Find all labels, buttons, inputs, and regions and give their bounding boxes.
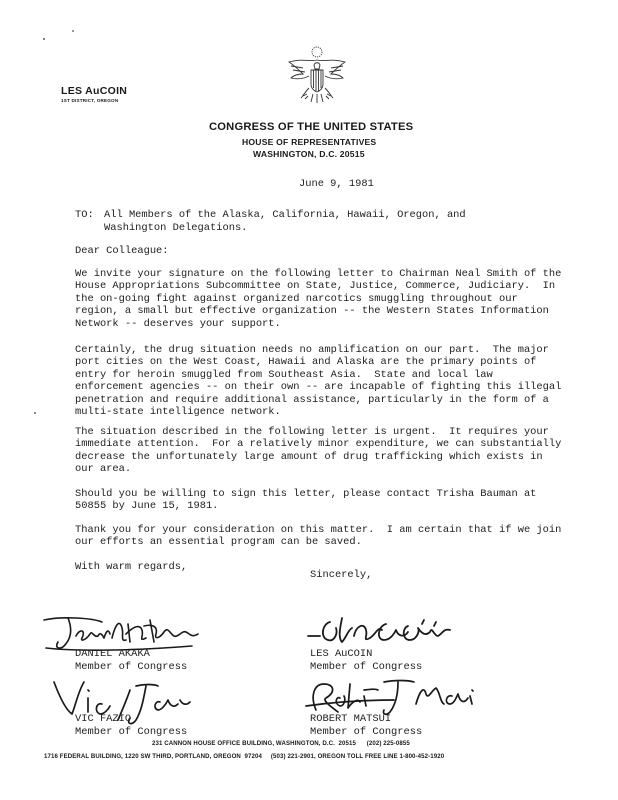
paragraph-line: immediate attention. For a relatively minor expenditure, we can substantially <box>75 438 562 451</box>
letter-date: June 9, 1981 <box>299 178 374 190</box>
paragraph-line: Network -- deserves your support. <box>75 317 281 330</box>
salutation: Dear Colleague: <box>75 245 169 257</box>
paragraph-line: the on-going fight against organized narcotics smuggling throughout our <box>75 292 518 305</box>
paragraph-line: our efforts an essential program can be saved. <box>75 536 362 549</box>
letterhead-org: CONGRESS OF THE UNITED STATES <box>209 121 414 133</box>
signer-name: DANIEL AKAKA <box>75 648 150 660</box>
scan-speck <box>72 30 74 32</box>
eagle-seal-icon <box>285 44 349 106</box>
body-paragraph <box>75 524 561 549</box>
paragraph-line: region, a small but effective organization -- the Western States Information <box>75 305 549 318</box>
paragraph-line: Should you be willing to sign this letter, please contact Trisha Bauman at <box>75 488 537 500</box>
letterhead-city: WASHINGTON, D.C. 20515 <box>253 149 365 159</box>
scan-speck <box>34 412 36 414</box>
signer-title: Member of Congress <box>310 661 423 673</box>
paragraph-line: port cities on the West Coast, Hawaii and Alaska are the primary points of <box>75 356 537 369</box>
paragraph-line: multi-state intelligence network. <box>75 406 281 419</box>
signer-title: Member of Congress <box>310 726 423 738</box>
signature-aucoin <box>304 612 464 650</box>
paragraph-line: The situation described in the following letter is urgent. It requires your <box>75 426 549 438</box>
body-paragraph <box>75 426 561 476</box>
paragraph-line: entry for heroin smuggled from Southeast Asia. State and local law <box>75 368 493 381</box>
closing-right: Sincerely, <box>310 569 373 581</box>
letterhead-house: HOUSE OF REPRESENTATIVES <box>242 137 377 147</box>
paragraph-line: We invite your signature on the following letter to Chairman Neal Smith of the <box>75 268 562 280</box>
paragraph-line: 50855 by June 15, 1981. <box>75 500 219 513</box>
sender-district: 1ST DISTRICT, OREGON <box>61 98 119 103</box>
signer-title: Member of Congress <box>75 726 188 738</box>
paragraph-line: our area. <box>75 463 132 476</box>
closing-left: With warm regards, <box>75 561 188 573</box>
to-line: All Members of the Alaska, California, Hawaii, Oregon, and <box>104 209 466 221</box>
signer-title: Member of Congress <box>75 661 188 673</box>
paragraph-line: Certainly, the drug situation needs no amplification on our part. The major <box>75 344 549 356</box>
footer-dc-address: 231 CANNON HOUSE OFFICE BUILDING, WASHINGTON, D.C. 20515 (202) 225-0855 <box>152 740 410 747</box>
to-line: Washington Delegations. <box>104 222 248 234</box>
body-paragraph <box>75 488 536 513</box>
paragraph-line: Thank you for your consideration on this matter. I am certain that if we join <box>75 524 562 536</box>
paragraph-line: enforcement agencies -- on their own -- are incapable of fighting this illegal <box>75 381 562 394</box>
signer-name: LES AuCOIN <box>310 648 373 660</box>
paragraph-line: House Appropriations Subcommittee on State, Justice, Commerce, Judiciary. In <box>75 280 556 293</box>
sender-name: LES AuCOIN <box>61 85 128 97</box>
paragraph-line: decrease the unfortunately large amount of drug trafficking which exists in <box>75 450 543 463</box>
signer-name: VIC FAZIO <box>75 713 132 725</box>
body-paragraph <box>75 344 561 418</box>
signer-name: ROBERT MATSUI <box>310 713 392 725</box>
paragraph-line: penetration and require additional assistance, particularly in the form of a <box>75 393 549 406</box>
scan-speck <box>43 38 45 40</box>
body-paragraph <box>75 268 561 330</box>
footer-oregon-address: 1716 FEDERAL BUILDING, 1220 SW THIRD, PORTLAND, OREGON 97204 (503) 221-2901, OREGON TOLL FREE LINE 1-800-452-1920 <box>44 753 445 760</box>
to-label: TO: <box>75 209 94 221</box>
